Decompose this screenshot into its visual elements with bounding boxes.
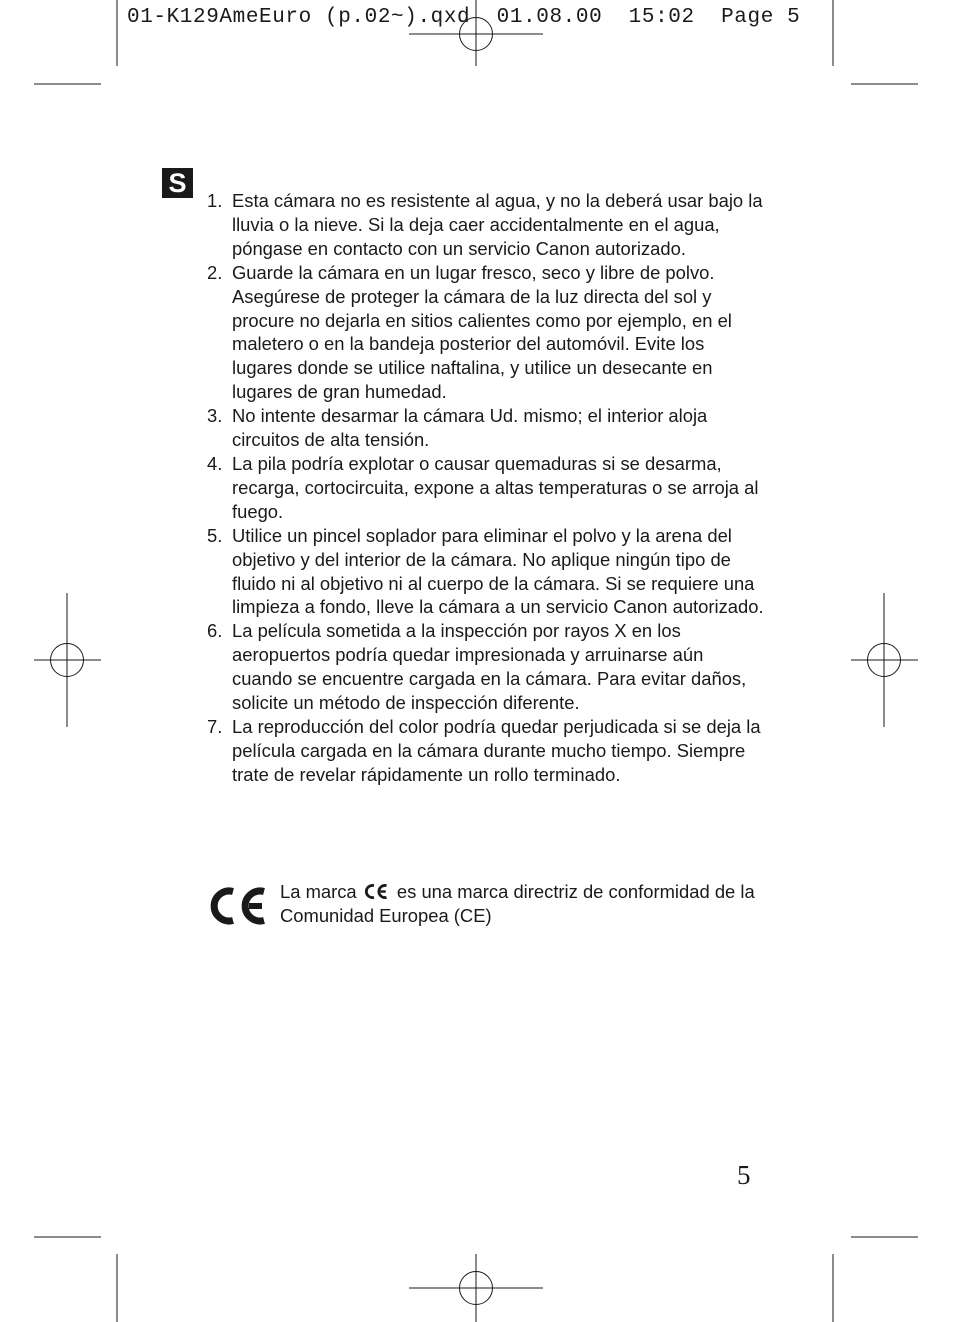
ce-mark-inline-icon (364, 883, 388, 900)
item-number: 6. (207, 620, 223, 642)
item-text: La película sometida a la inspección por rayos X en los aeropuertos podría quedar impresionada y arruinarse aún cuando se encuentre cargada en la cámara. Para evitar daños, solicite un método de inspección diferente. (232, 620, 747, 714)
item-number: 3. (207, 405, 223, 427)
item-text: Utilice un pincel soplador para eliminar el polvo y la arena del objetivo y del interior de la cámara. No aplique ningún tipo de fluido ni al objetivo ni al cuerpo de la cámara. Si se requiere una limpieza a fondo, lleve la cámara a un servicio Canon autorizado. (232, 524, 764, 618)
item-text: Guarde la cámara en un lugar fresco, seco y libre de polvo. Asegúrese de proteger la cámara de la luz directa del sol y procure no dejarla en sitios calientes como por ejemplo, en el maletero o en la bandeja posterior del automóvil. Evite los lugares donde se utilice naftalina, y utilice un desecante en lugares de gran humedad. (232, 261, 732, 403)
list-item (207, 261, 767, 404)
list-item (207, 619, 767, 715)
page-number: 5 (737, 1160, 751, 1190)
precautions-list (207, 189, 767, 787)
list-item (207, 715, 767, 787)
item-number: 1. (207, 190, 223, 211)
item-number: 7. (207, 715, 223, 737)
item-text: La pila podría explotar o causar quemaduras si se desarma, recarga, cortocircuita, expone a altas temperaturas o se arroja al fuego. (232, 452, 759, 522)
item-number: 2. (207, 261, 223, 283)
item-number: 5. (207, 524, 223, 546)
item-text: La reproducción del color podría quedar perjudicada si se deja la película cargada en la cámara durante mucho tiempo. Siempre trate de revelar rápidamente un rollo terminado. (232, 715, 761, 785)
print-slug-header: 01-K129AmeEuro (p.02~).qxd 01.08.00 15:02 Page 5 (127, 6, 801, 29)
item-text: No intente desarmar la cámara Ud. mismo; el interior aloja circuitos de alta tensión. (232, 405, 708, 451)
ce-note-text (280, 880, 770, 928)
ce-note-after: es una marca directriz de conformidad de la Comunidad Europea (CE) (280, 881, 755, 926)
language-tab: S (162, 168, 193, 198)
ce-note-before: La marca (280, 881, 357, 902)
ce-mark-icon (209, 885, 267, 927)
list-item (207, 189, 767, 261)
list-item (207, 524, 767, 620)
item-text: Esta cámara no es resistente al agua, y no la deberá usar bajo la lluvia o la nieve. Si la deja caer accidentalmente en el agua, póngase en contacto con un servicio Canon autorizado. (232, 190, 763, 259)
list-item (207, 404, 767, 452)
item-number: 4. (207, 452, 223, 474)
list-item (207, 452, 767, 524)
